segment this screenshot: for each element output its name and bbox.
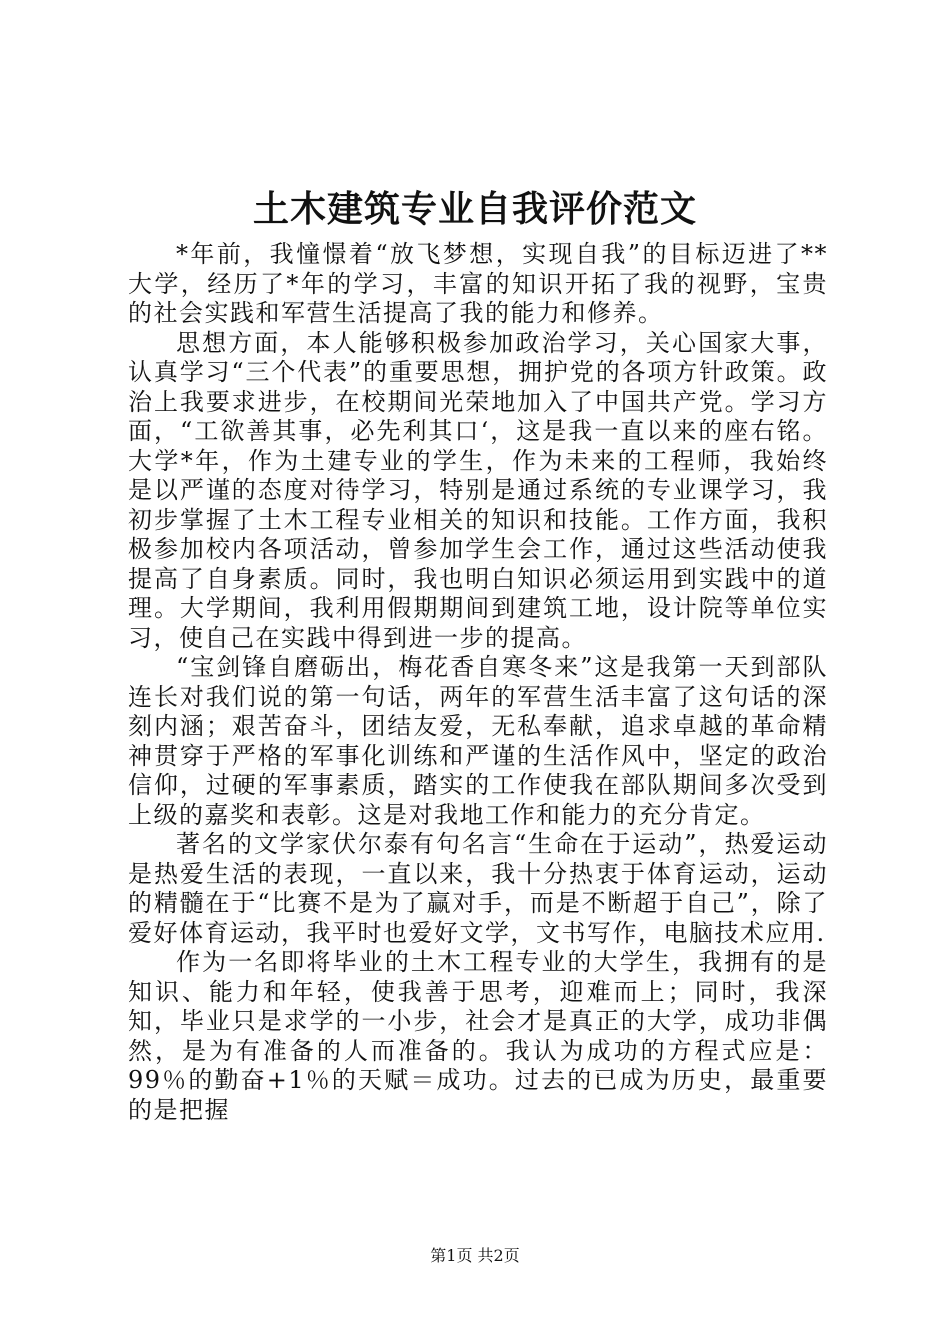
paragraph-intro: *年前，我憧憬着“放飞梦想，实现自我”的目标迈进了**大学，经历了*年的学习，丰富的知识开拓了我的视野，宝贵的社会实践和军营生活提高了我的能力和修养。	[128, 240, 828, 327]
paragraph-conclusion: 作为一名即将毕业的土木工程专业的大学生，我拥有的是知识、能力和年轻，使我善于思考，迎难而上；同时，我深知，毕业只是求学的一小步，社会才是真正的大学，成功非偶然，是为有准备的人而准备的。我认为成功的方程式应是：99％的勤奋+1％的天赋＝成功。过去的已成为历史，最重要的是把握	[128, 948, 828, 1124]
paragraph-hobbies: 著名的文学家伏尔泰有句名言“生命在于运动”，热爱运动是热爱生活的表现，一直以来，我十分热衷于体育运动，运动的精髓在于“比赛不是为了赢对手，而是不断超于自己”，除了爱好体育运动，我平时也爱好文学，文书写作，电脑技术应用.	[128, 830, 828, 947]
paragraph-thought-study-work: 思想方面，本人能够积极参加政治学习，关心国家大事，认真学习“三个代表”的重要思想，拥护党的各项方针政策。政治上我要求进步，在校期间光荣地加入了中国共产党。学习方面，“工欲善其事，必先利其口‘，这是我一直以来的座右铭。大学*年，作为土建专业的学生，作为未来的工程师，我始终是以严谨的态度对待学习，特别是通过系统的专业课学习，我初步掌握了土木工程专业相关的知识和技能。工作方面，我积极参加校内各项活动，曾参加学生会工作，通过这些活动使我提高了自身素质。同时，我也明白知识必须运用到实践中的道理。大学期间，我利用假期期间到建筑工地，设计院等单位实习，使自己在实践中得到进一步的提高。	[128, 328, 828, 652]
document-body	[128, 240, 828, 1125]
paragraph-military-life: “宝剑锋自磨砺出，梅花香自寒冬来”这是我第一天到部队连长对我们说的第一句话，两年的军营生活丰富了这句话的深刻内涵；艰苦奋斗，团结友爱，无私奉献，追求卓越的革命精神贯穿于严格的军事化训练和严谨的生活作风中，坚定的政治信仰，过硬的军事素质，踏实的工作使我在部队期间多次受到上级的嘉奖和表彰。这是对我地工作和能力的充分肯定。	[128, 653, 828, 829]
page-number-footer: 第1页 共2页	[430, 1246, 520, 1265]
page-title: 土木建筑专业自我评价范文	[252, 188, 697, 230]
